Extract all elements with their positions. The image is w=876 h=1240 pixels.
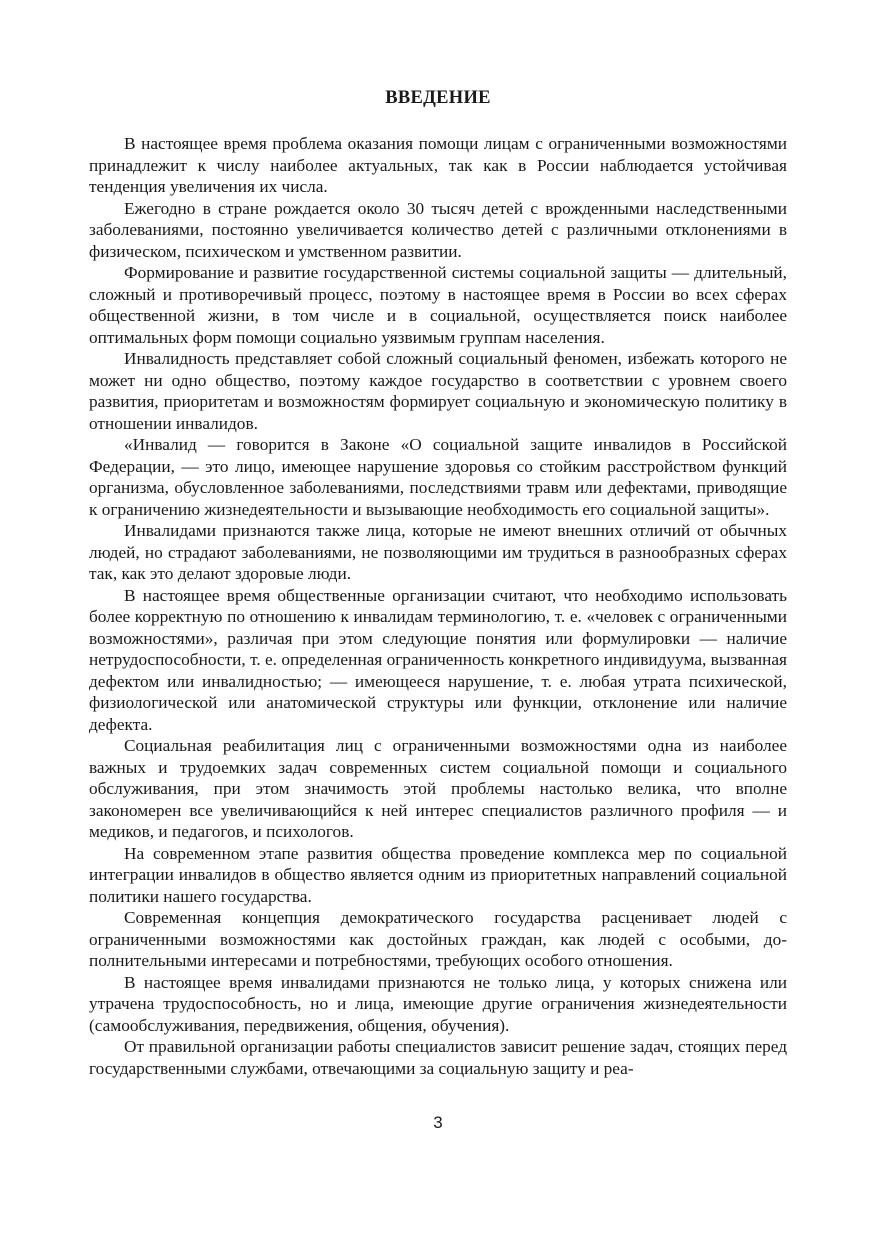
paragraph: Социальная реабилитация лиц с ограниченными возможностями одна из наиболее важных и трудоемких задач современных систем социальной помощи и социального обслуживания, при этом значимость этой проблемы настолько велика, что вполне закономерен все увеличивающийся к ней интерес специалистов различного профиля — и медиков, и педагогов, и психологов. — [89, 736, 787, 841]
body-text — [89, 133, 787, 1079]
paragraph: Формирование и развитие государственной системы социальной защиты — длительный, сложный и противоречивый процесс, поэтому в настоящее время в России во всех сферах общественной жизни, в том числе и в социальной, осуществляется поиск наиболее оптимальных форм помощи социально уязвимым группам населения. — [89, 263, 787, 347]
paragraph: Современная концепция демократического государства расценивает людей с ограниченными возможностями как достойных граждан, как людей с особыми, дополнительными интересами и потребностями, требующих особого отношения. — [89, 908, 787, 970]
paragraph: Инвалидность представляет собой сложный социальный феномен, избежать которого не может ни одно общество, поэтому каждое государство в соответствии с уровнем своего развития, приоритетам и возможностям формирует социальную и экономическую политику в отношении инвалидов. — [89, 349, 787, 433]
paragraph: На современном этапе развития общества проведение комплекса мер по социальной интеграции инвалидов в общество является одним из приоритетных направлений социальной политики нашего государства. — [89, 843, 787, 906]
page-title: ВВЕДЕНИЕ — [385, 88, 491, 108]
paragraph: Инвалидами признаются также лица, которые не имеют внешних отличий от обычных людей, но страдают заболеваниями, не позволяющими им трудиться в разнообразных сферах так, как это делают здоровые люди. — [89, 521, 787, 583]
paragraph: В настоящее время проблема оказания помощи лицам с ограниченными возможностями принадлежит к числу наиболее актуальных, так как в России наблюдается устойчивая тенденция увеличения их числа. — [89, 134, 787, 196]
paragraph: От правильной организации работы специалистов зависит решение задач, стоящих перед государственными службами, отвечающими за социальную защиту и реа- — [89, 1037, 787, 1078]
paragraph: «Инвалид — говорится в Законе «О социальной защите инвалидов в Российской Федерации, — это лицо, имеющее нарушение здоровья со стойким расстройством функций организма, обусловленное заболеваниями, последствиями травм или дефектами, приводящие к ограничению жизнедеятельности и вызывающие необходимость его социальной защиты». — [89, 435, 787, 519]
page-number: 3 — [433, 1113, 443, 1132]
paragraph: Ежегодно в стране рождается около 30 тысяч детей с врожденными наследственными заболеваниями, постоянно увеличивается количество детей с различными отклонениями в физическом, психическом и умственном развитии. — [89, 198, 787, 261]
paragraph: В настоящее время инвалидами признаются не только лица, у которых снижена или утрачена трудоспособность, но и лица, имеющие другие ограничения жизнедеятельности (самообслуживания, передвижения, общения, обучения). — [89, 972, 787, 1035]
paragraph: В настоящее время общественные организации считают, что необходимо использовать более корректную по отношению к инвалидам терминологию, т. е. «человек с ограниченными возможностями», различая при этом следующие понятия или формулировки — наличие нетрудоспособности, т. е. определенная ограниченность конкретного индивидуума, вызванная дефектом или инвалидностью; — имеющееся нарушение, т. е. любая утрата психической, физиологической или анатомической структуры или функции, отклонение или наличие дефекта. — [89, 585, 787, 734]
